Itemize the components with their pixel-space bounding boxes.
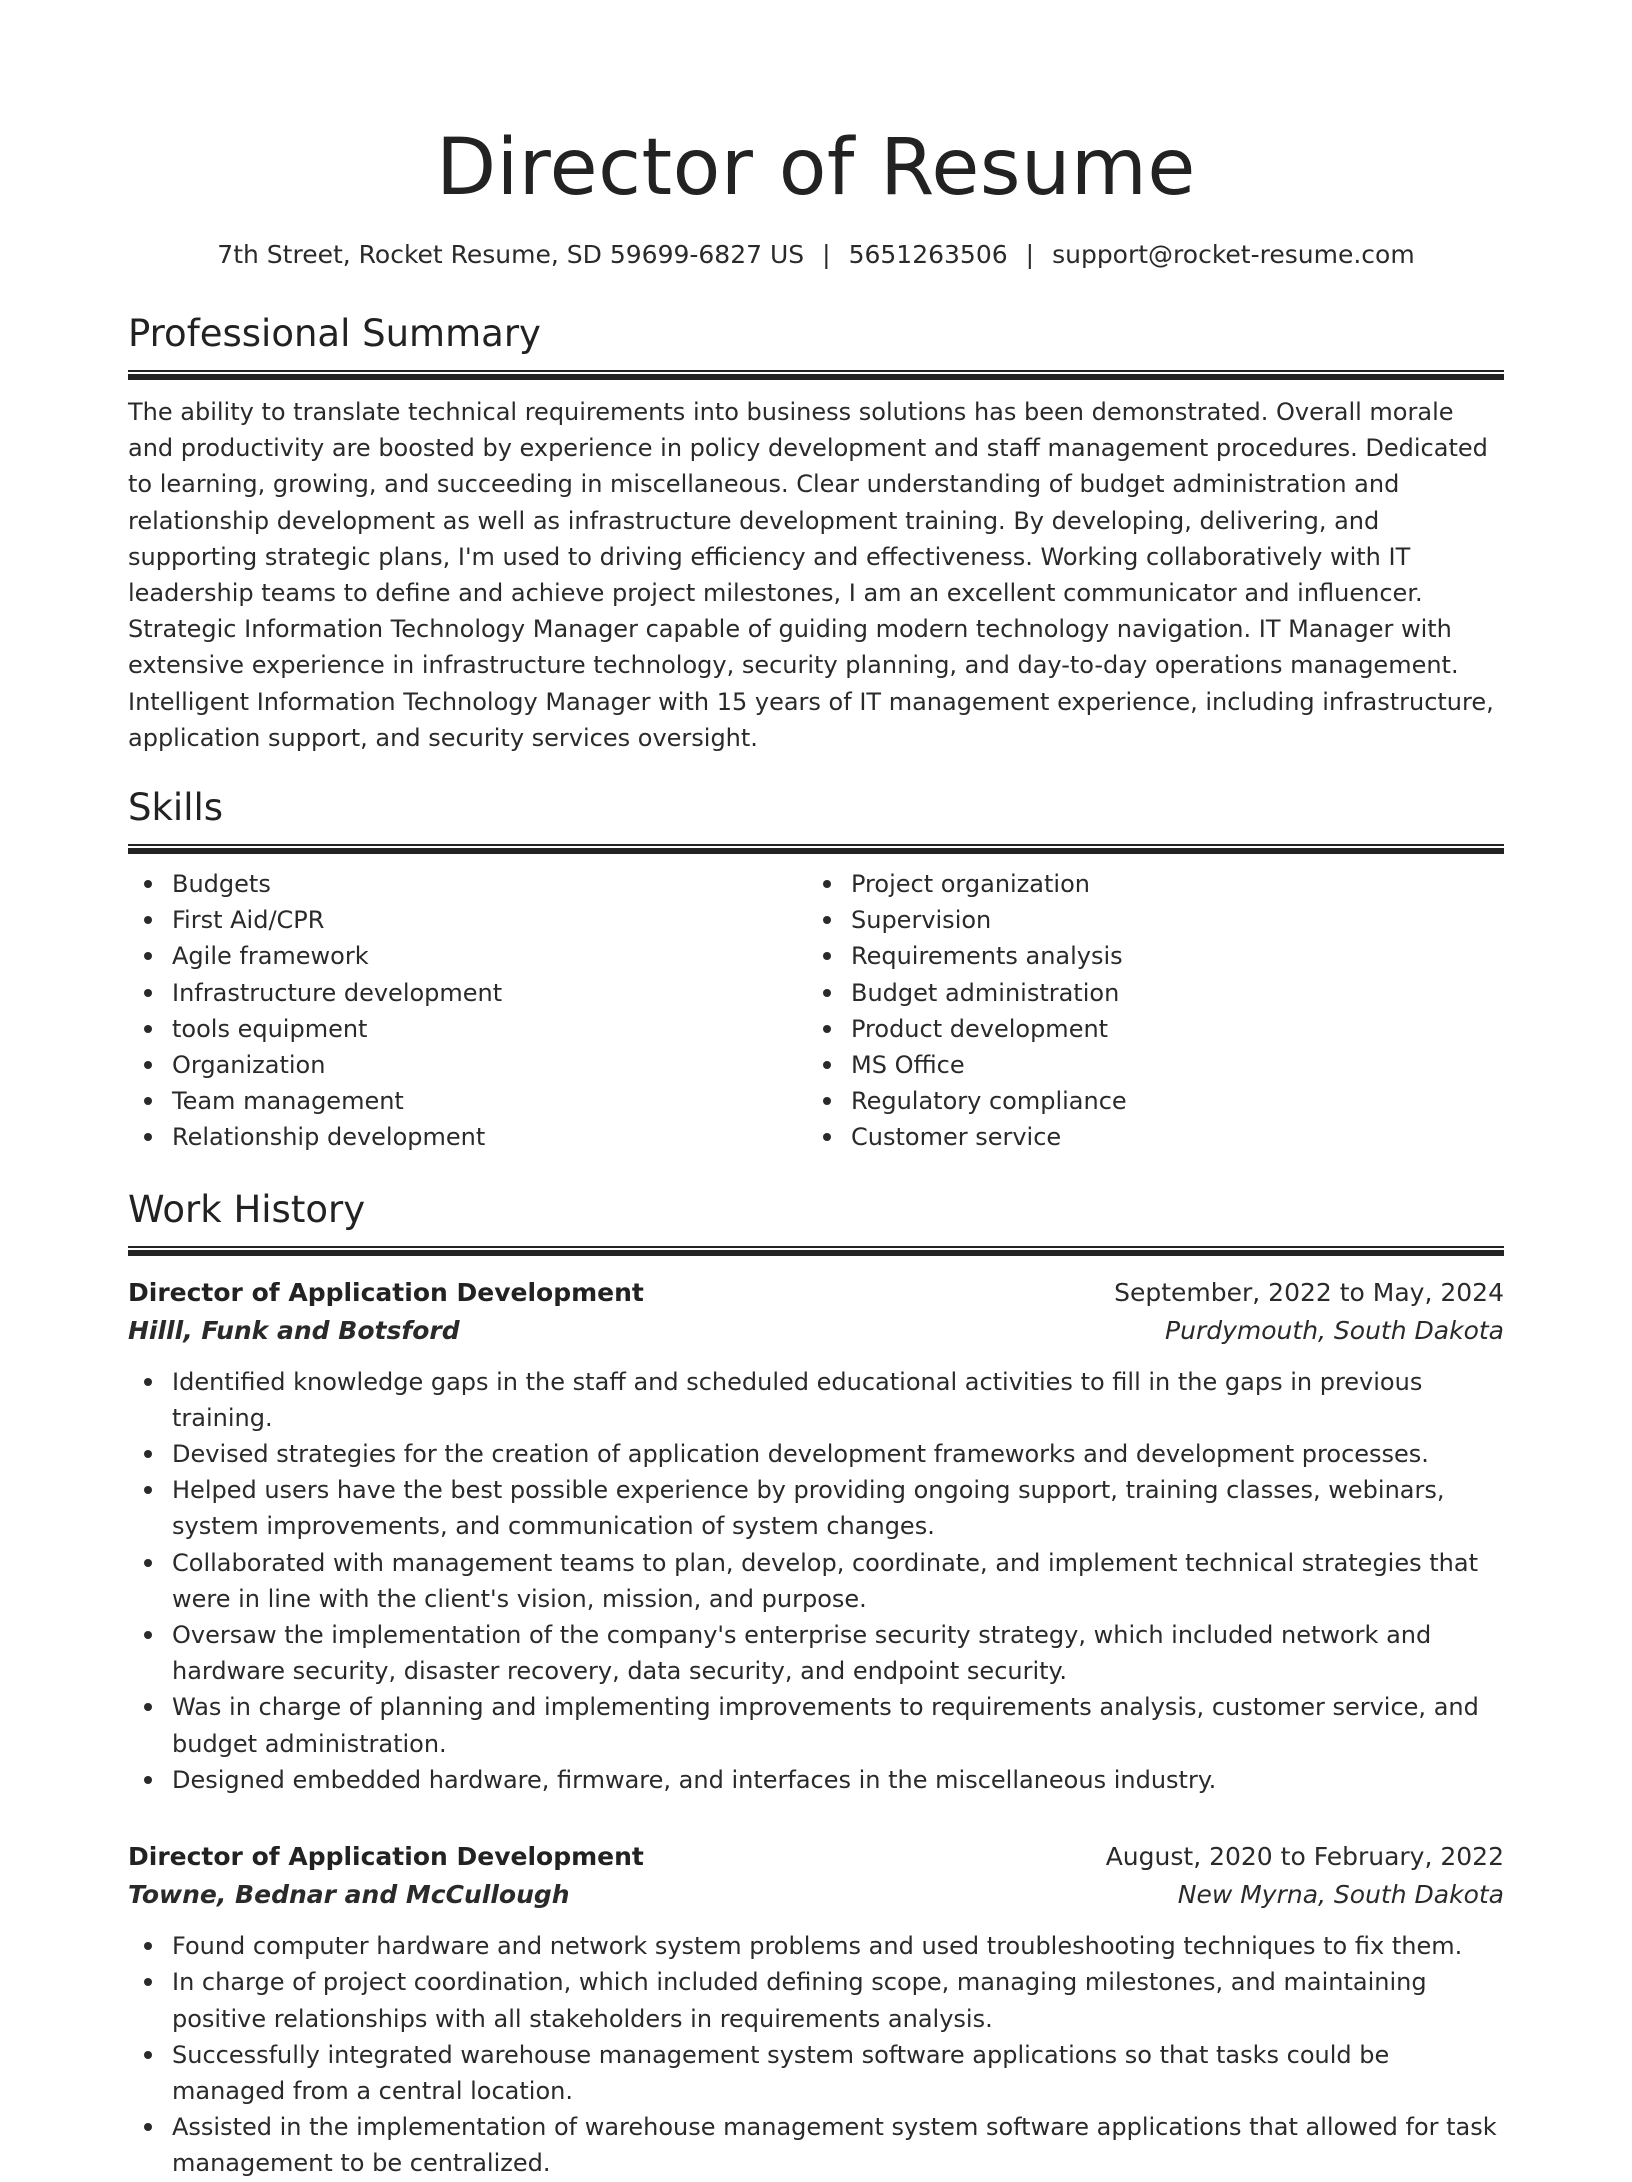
skill-item: Budget administration xyxy=(807,975,1486,1011)
skill-item: Budgets xyxy=(128,866,807,902)
job-bullet: In charge of project coordination, which included defining scope, managing milestones, and maintaining positive relationships with all stakeholders in requirements analysis. xyxy=(128,1964,1504,2036)
job-title: Director of Application Development xyxy=(128,1842,644,1872)
job-entry xyxy=(128,1838,1504,2181)
skill-item: Supervision xyxy=(807,902,1486,938)
professional-summary-section xyxy=(128,310,1504,756)
skill-item: Relationship development xyxy=(128,1119,807,1155)
job-location: Purdymouth, South Dakota xyxy=(1165,1315,1504,1345)
skill-item: tools equipment xyxy=(128,1011,807,1047)
job-company: Towne, Bednar and McCullough xyxy=(128,1880,570,1910)
contact-separator: | xyxy=(1025,240,1035,269)
skills-grid xyxy=(128,866,1504,1156)
skills-section xyxy=(128,784,1504,1156)
contact-address: 7th Street, Rocket Resume, SD 59699-6827 US xyxy=(217,240,805,269)
skill-item: MS Office xyxy=(807,1047,1486,1083)
job-entry xyxy=(128,1274,1504,1798)
skill-item: Regulatory compliance xyxy=(807,1083,1486,1119)
job-bullets xyxy=(128,1928,1504,2181)
job-bullet: Successfully integrated warehouse management system software applications so that tasks could be managed from a central location. xyxy=(128,2037,1504,2109)
skill-item: Team management xyxy=(128,1083,807,1119)
job-bullet: Helped users have the best possible experience by providing ongoing support, training classes, webinars, system improvements, and communication of system changes. xyxy=(128,1472,1504,1544)
skill-item: Project organization xyxy=(807,866,1486,902)
job-bullet: Collaborated with management teams to plan, develop, coordinate, and implement technical strategies that were in line with the client's vision, mission, and purpose. xyxy=(128,1545,1504,1617)
summary-text: The ability to translate technical requirements into business solutions has been demonstrated. Overall morale and productivity are boosted by experience in policy development and staff management procedures. Dedicated to learning, growing, and succeeding in miscellaneous. Clear understanding of budget administration and relationship development as well as infrastructure development training. By developing, delivering, and supporting strategic plans, I'm used to driving efficiency and effectiveness. Working collaboratively with IT leadership teams to define and achieve project milestones, I am an excellent communicator and influencer. Strategic Information Technology Manager capable of guiding modern technology navigation. IT Manager with extensive experience in infrastructure technology, security planning, and day-to-day operations management. Intelligent Information Technology Manager with 15 years of IT management experience, including infrastructure, application support, and security services oversight. xyxy=(128,398,1494,752)
job-bullet: Designed embedded hardware, firmware, and interfaces in the miscellaneous industry. xyxy=(128,1762,1504,1798)
skill-item: Agile framework xyxy=(128,938,807,974)
job-header-row xyxy=(128,1838,1504,1876)
section-title-summary: Professional Summary xyxy=(128,312,541,355)
section-divider xyxy=(128,1246,1504,1256)
skill-item: Organization xyxy=(128,1047,807,1083)
job-header-row xyxy=(128,1274,1504,1312)
section-title-skills: Skills xyxy=(128,786,224,830)
job-bullet: Assisted in the implementation of warehouse management system software applications that allowed for task management to be centralized. xyxy=(128,2109,1504,2181)
skills-list-right xyxy=(807,866,1486,1156)
job-location: New Myrna, South Dakota xyxy=(1177,1880,1504,1910)
work-history-section xyxy=(128,1186,1504,2182)
job-bullet: Identified knowledge gaps in the staff and scheduled educational activities to fill in the gaps in previous training. xyxy=(128,1364,1504,1436)
job-bullet: Found computer hardware and network system problems and used troubleshooting techniques to fix them. xyxy=(128,1928,1504,1964)
resume-name: Director of Resume xyxy=(436,123,1196,213)
section-divider xyxy=(128,844,1504,854)
skill-item: First Aid/CPR xyxy=(128,902,807,938)
contact-separator: | xyxy=(822,240,831,269)
skills-list-left xyxy=(128,866,807,1156)
job-bullet: Oversaw the implementation of the company's enterprise security strategy, which included network and hardware security, disaster recovery, data security, and endpoint security. xyxy=(128,1617,1504,1689)
job-dates: August, 2020 to February, 2022 xyxy=(1105,1842,1504,1872)
job-dates: September, 2022 to May, 2024 xyxy=(1114,1277,1504,1307)
skill-item: Infrastructure development xyxy=(128,975,807,1011)
skill-item: Requirements analysis xyxy=(807,938,1486,974)
skill-item: Product development xyxy=(807,1011,1486,1047)
job-bullets xyxy=(128,1364,1504,1798)
skill-item: Customer service xyxy=(807,1119,1486,1155)
job-bullet: Was in charge of planning and implementing improvements to requirements analysis, customer service, and budget administration. xyxy=(128,1689,1504,1761)
section-divider xyxy=(128,370,1504,380)
job-company-row xyxy=(128,1312,1504,1350)
contact-phone: 5651263506 xyxy=(848,240,1008,269)
job-company: Hilll, Funk and Botsford xyxy=(128,1315,460,1345)
job-company-row xyxy=(128,1876,1504,1914)
contact-email[interactable]: support@rocket-resume.com xyxy=(1052,240,1415,269)
job-bullet: Devised strategies for the creation of application development frameworks and development processes. xyxy=(128,1436,1504,1472)
job-title: Director of Application Development xyxy=(128,1277,644,1307)
section-title-work: Work History xyxy=(128,1187,366,1231)
contact-line xyxy=(128,238,1504,272)
